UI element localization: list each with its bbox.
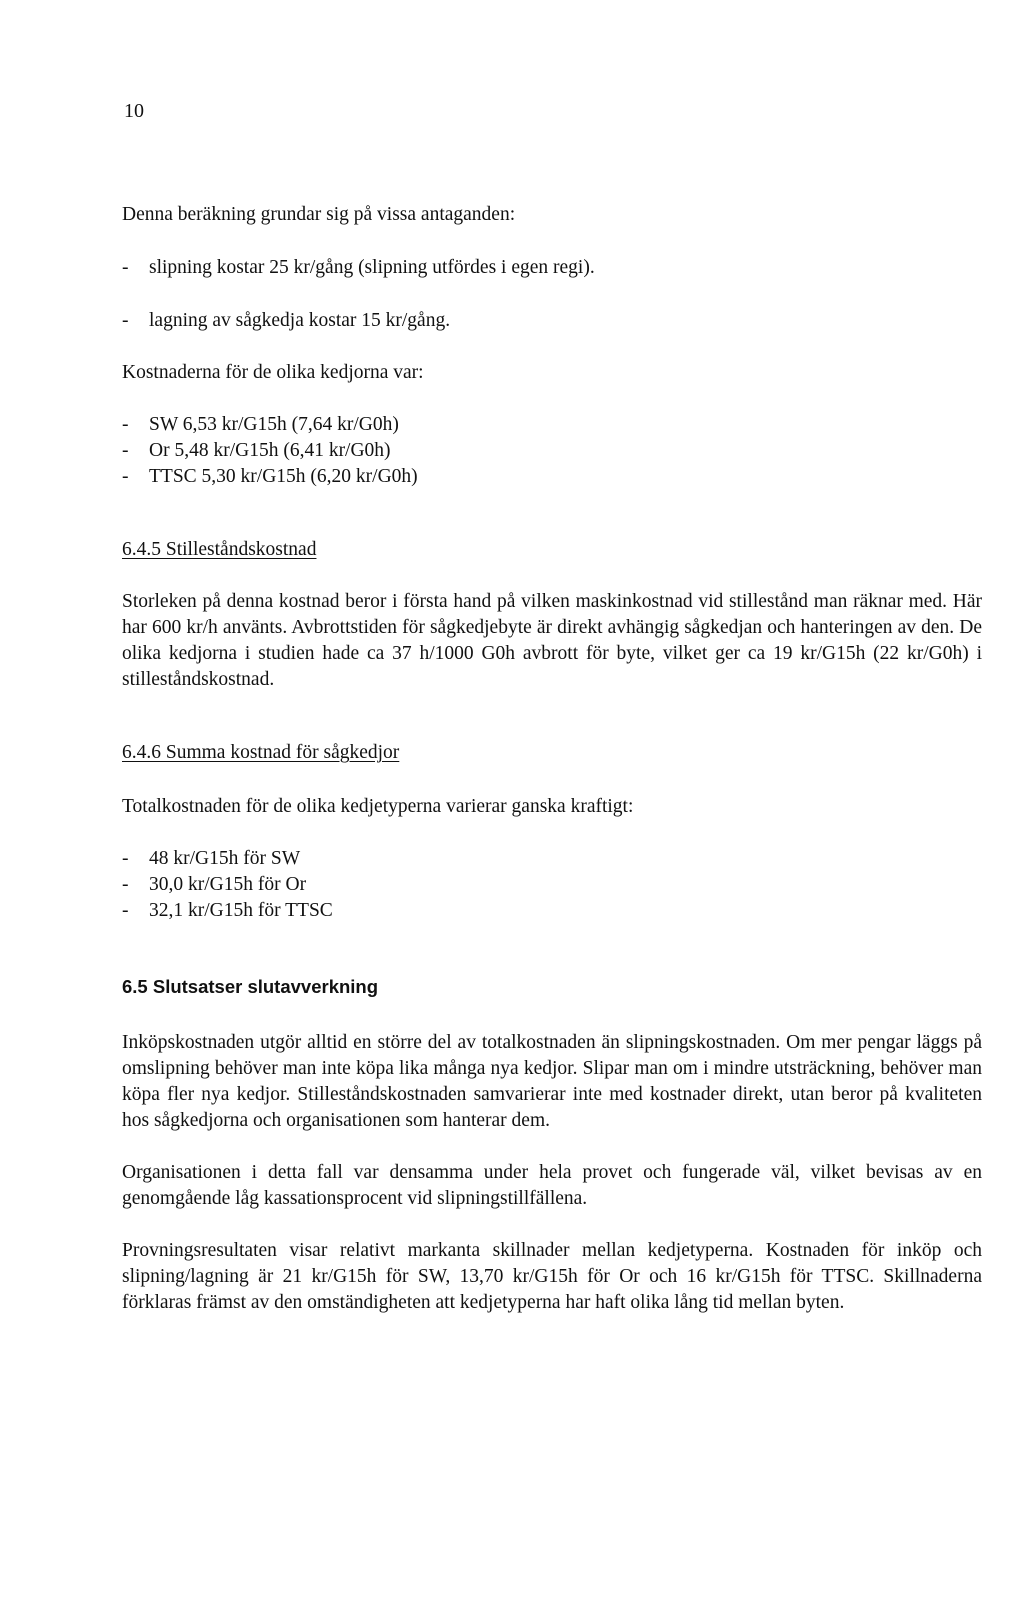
- section-body-645: Storleken på denna kostnad beror i första hand på vilken maskinkostnad vid stillestånd man räknar med. Här har 600 kr/h använts. Avbrottstiden för sågkedjebyte är direkt avhängig sågkedjan och hanteringen av den. De olika kedjorna i studien hade ca 37 h/1000 G0h avbrott för byte, vilket ger ca 19 kr/G15h (22 kr/G0h) i stilleståndskostnad.: [122, 591, 982, 690]
- conclusion-paragraph: Inköpskostnaden utgör alltid en större del av totalkostnaden än slipningskostnaden. Om mer pengar läggs på omslipning behöver man inte köpa lika många nya kedjor. Slipar man om i mindre utsträckning, behöver man köpa fler nya kedjor. Stilleståndskostnaden samvarierar inte med kostnader direkt, utan beror på kvaliteten hos sågkedjorna och organisationen som hanterar dem.: [122, 1032, 982, 1131]
- total-cost-item: - 32,1 kr/G15h för TTSC: [122, 898, 982, 924]
- total-cost-item: - 48 kr/G15h för SW: [122, 846, 982, 872]
- section-title-645: 6.4.5 Stilleståndskostnad: [122, 539, 317, 560]
- page-content: [122, 202, 982, 1316]
- chain-cost-item: - Or 5,48 kr/G15h (6,41 kr/G0h): [122, 438, 982, 464]
- assumptions-intro: Denna beräkning grundar sig på vissa antaganden:: [122, 204, 516, 225]
- section-title-646: 6.4.6 Summa kostnad för sågkedjor: [122, 742, 400, 763]
- page-number: 10: [124, 100, 144, 122]
- chain-cost-item: - SW 6,53 kr/G15h (7,64 kr/G0h): [122, 412, 982, 438]
- chain-cost-list: [122, 412, 982, 490]
- section-heading-65: 6.5 Slutsatser slutavverkning: [122, 976, 379, 997]
- assumption-item: - lagning av sågkedja kostar 15 kr/gång.: [122, 308, 982, 334]
- conclusion-paragraph: Provningsresultaten visar relativt markanta skillnader mellan kedjetyperna. Kostnaden för inköp och slipning/lagning är 21 kr/G15h för SW, 13,70 kr/G15h för Or och 16 kr/G15h för TTSC. Skillnaderna förklaras främst av den omständigheten att kedjetyperna har haft olika lång tid mellan byten.: [122, 1240, 982, 1313]
- total-cost-list: [122, 846, 982, 924]
- conclusion-paragraph: Organisationen i detta fall var densamma under hela provet och fungerade väl, vilket bevisas av en genomgående låg kassationsprocent vid slipningstillfällena.: [122, 1162, 982, 1209]
- chain-cost-intro: Kostnaderna för de olika kedjorna var:: [122, 362, 424, 383]
- chain-cost-item: - TTSC 5,30 kr/G15h (6,20 kr/G0h): [122, 464, 982, 490]
- assumptions-list: [122, 255, 982, 334]
- assumption-item: - slipning kostar 25 kr/gång (slipning utfördes i egen regi).: [122, 255, 982, 281]
- total-cost-item: - 30,0 kr/G15h för Or: [122, 872, 982, 898]
- section-body-646: Totalkostnaden för de olika kedjetyperna varierar ganska kraftigt:: [122, 796, 634, 817]
